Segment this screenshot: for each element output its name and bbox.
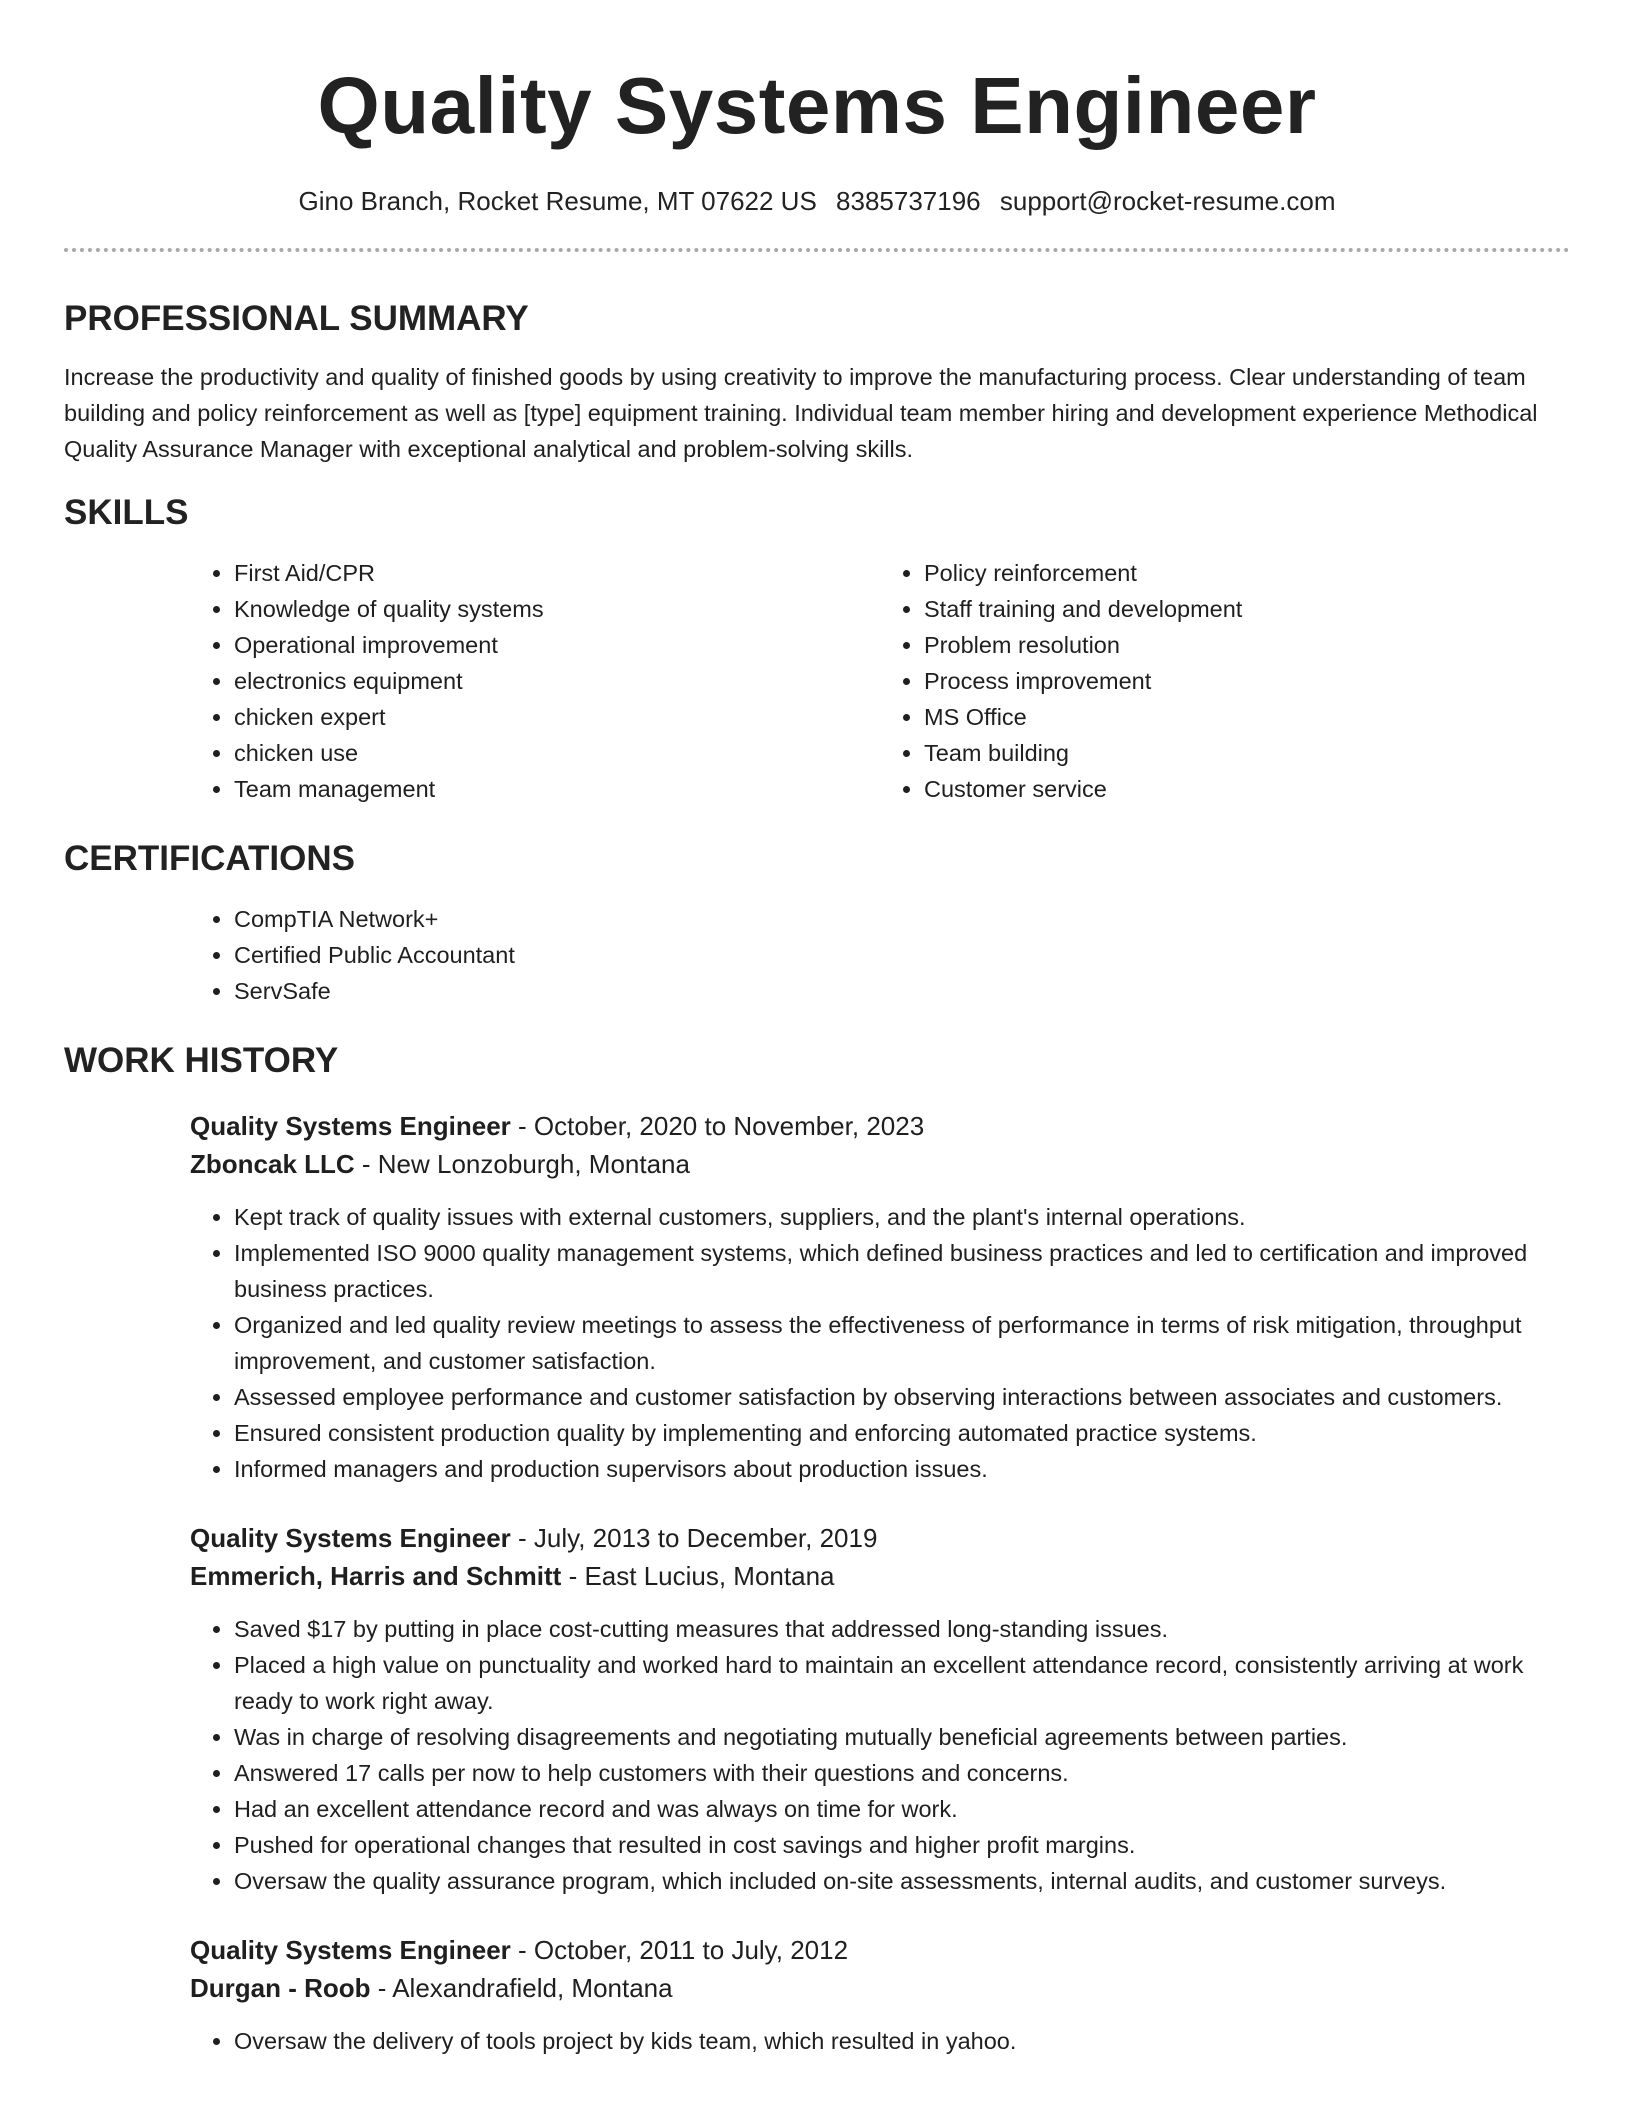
certification-item: • Certified Public Accountant [234,937,1570,973]
contact-email: support@rocket-resume.com [999,186,1336,216]
skills-heading: SKILLS [64,493,189,532]
job-company-line [190,1557,1570,1595]
job-dates: - October, 2020 to November, 2023 [510,1111,925,1141]
skill-item: • First Aid/CPR [234,555,880,591]
summary-heading: PROFESSIONAL SUMMARY [64,299,529,338]
skill-item: • Team building [924,735,1570,771]
job-location: - New Lonzoburgh, Montana [354,1149,690,1179]
job-bullet: • Assessed employee performance and customer satisfaction by observing interactions between associates and customers. [234,1379,1570,1415]
skills-right-list [880,555,1570,807]
skill-item: • Process improvement [924,663,1570,699]
skill-item: • Team management [234,771,880,807]
contact-line [64,184,1570,218]
job-bullet: • Answered 17 calls per now to help customers with their questions and concerns. [234,1755,1570,1791]
job-bullet: • Oversaw the quality assurance program, which included on-site assessments, internal audits, and customer surveys. [234,1863,1570,1899]
skills-left-list [190,555,880,807]
job-location: - Alexandrafield, Montana [370,1973,673,2003]
job-title: Quality Systems Engineer [190,1935,511,1965]
job-company: Zboncak LLC [190,1149,355,1179]
summary-text: Increase the productivity and quality of finished goods by using creativity to improve the manufacturing process. Clear understanding of team building and policy reinforcement as well as [type] equipment training. Individual team member hiring and development experience Methodical Quality Assurance Manager with exceptional analytical and problem-solving skills. [64,364,1538,462]
job-entry [190,1519,1570,1899]
skill-item: • electronics equipment [234,663,880,699]
work-history-heading: WORK HISTORY [64,1041,339,1080]
job-bullet: • Oversaw the delivery of tools project by kids team, which resulted in yahoo. [234,2023,1570,2059]
skill-item: • chicken use [234,735,880,771]
job-entry [190,1931,1570,2059]
job-bullets [190,2023,1570,2059]
skill-item: • Problem resolution [924,627,1570,663]
contact-address: Gino Branch, Rocket Resume, MT 07622 US [298,186,817,216]
job-bullets [190,1611,1570,1899]
job-bullet: • Had an excellent attendance record and was always on time for work. [234,1791,1570,1827]
job-bullet: • Organized and led quality review meetings to assess the effectiveness of performance in terms of risk mitigation, throughput improvement, and customer satisfaction. [234,1307,1570,1379]
job-company-line [190,1969,1570,2007]
job-title-line [190,1107,1570,1145]
skill-item: • MS Office [924,699,1570,735]
skill-item: • Customer service [924,771,1570,807]
job-title: Quality Systems Engineer [190,1111,511,1141]
job-bullet: • Saved $17 by putting in place cost-cutting measures that addressed long-standing issues. [234,1611,1570,1647]
contact-phone: 8385737196 [836,186,981,216]
job-bullet: • Kept track of quality issues with external customers, suppliers, and the plant's internal operations. [234,1199,1570,1235]
skill-item: • Policy reinforcement [924,555,1570,591]
job-bullet: • Ensured consistent production quality by implementing and enforcing automated practice systems. [234,1415,1570,1451]
skill-item: • Operational improvement [234,627,880,663]
resume-title: Quality Systems Engineer [317,61,1317,150]
job-bullet: • Placed a high value on punctuality and worked hard to maintain an excellent attendance record, consistently arriving at work ready to work right away. [234,1647,1570,1719]
certifications-list [190,901,1570,1009]
certifications-heading: CERTIFICATIONS [64,839,356,878]
job-entry [190,1107,1570,1487]
certification-item: • ServSafe [234,973,1570,1009]
job-bullet: • Implemented ISO 9000 quality management systems, which defined business practices and led to certification and improved business practices. [234,1235,1570,1307]
job-title-line [190,1931,1570,1969]
certifications-block [190,901,1570,1009]
job-dates: - October, 2011 to July, 2012 [510,1935,849,1965]
job-bullet: • Was in charge of resolving disagreements and negotiating mutually beneficial agreements between parties. [234,1719,1570,1755]
job-title-line [190,1519,1570,1557]
certification-item: • CompTIA Network+ [234,901,1570,937]
skill-item: • Knowledge of quality systems [234,591,880,627]
skill-item: • Staff training and development [924,591,1570,627]
job-bullets [190,1199,1570,1487]
job-title: Quality Systems Engineer [190,1523,511,1553]
job-company-line [190,1145,1570,1183]
skills-columns [190,555,1570,807]
header-divider [64,248,1570,252]
job-dates: - July, 2013 to December, 2019 [510,1523,878,1553]
job-bullet: • Pushed for operational changes that resulted in cost savings and higher profit margins. [234,1827,1570,1863]
job-bullet: • Informed managers and production supervisors about production issues. [234,1451,1570,1487]
skill-item: • chicken expert [234,699,880,735]
job-location: - East Lucius, Montana [561,1561,835,1591]
resume-page [64,0,1570,2059]
job-company: Emmerich, Harris and Schmitt [190,1561,562,1591]
job-company: Durgan - Roob [190,1973,371,2003]
